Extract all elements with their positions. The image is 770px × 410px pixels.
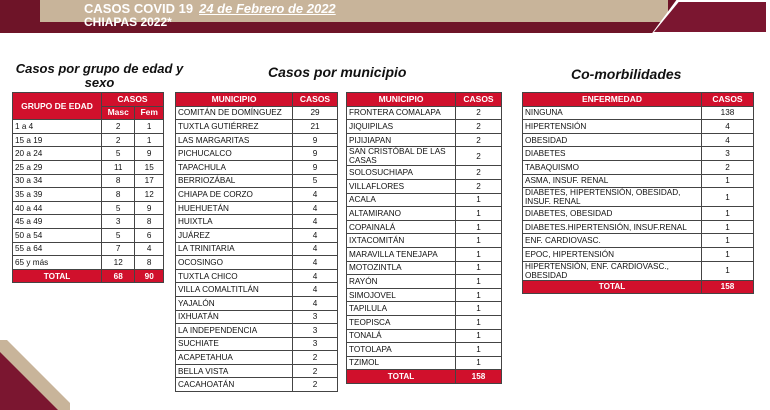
- mun2-row-label: TAPILULA: [347, 302, 456, 316]
- mun1-row-label: TUXTLA GUTIÉRREZ: [176, 120, 293, 134]
- age-total-fem: 90: [135, 269, 164, 283]
- mun2-row-value: 1: [456, 275, 502, 289]
- com-row: [523, 247, 754, 261]
- mun1-row-label: LAS MARGARITAS: [176, 133, 293, 147]
- mun2-row-value: 1: [456, 356, 502, 370]
- mun1-row: [176, 120, 338, 134]
- com-row-label: NINGUNA: [523, 106, 702, 120]
- mun2-row-label: ALTAMIRANO: [347, 207, 456, 221]
- mun1-row-label: TAPACHULA: [176, 160, 293, 174]
- mun1-row-value: 4: [293, 256, 338, 270]
- age-row-label: 40 a 44: [13, 201, 102, 215]
- age-row-value: 3: [102, 215, 135, 229]
- mun2-row: [347, 193, 502, 207]
- mun2-row: [347, 356, 502, 370]
- age-row-value: 12: [102, 256, 135, 270]
- age-row-value: 8: [135, 215, 164, 229]
- age-row: [13, 201, 164, 215]
- com-total-value: 158: [702, 280, 754, 294]
- mun2-row-value: 1: [456, 234, 502, 248]
- mun2-row: [347, 234, 502, 248]
- com-row: [523, 147, 754, 161]
- mun1-row-label: JUÁREZ: [176, 228, 293, 242]
- mun1-row-label: OCOSINGO: [176, 256, 293, 270]
- mun2-row-value: 1: [456, 302, 502, 316]
- com-row-label: EPOC, HIPERTENSIÓN: [523, 247, 702, 261]
- com-row-value: 1: [702, 220, 754, 234]
- mun1-row: [176, 256, 338, 270]
- mun1-row: [176, 160, 338, 174]
- com-row-value: 3: [702, 147, 754, 161]
- mun2-row-value: 1: [456, 288, 502, 302]
- age-total-row: [13, 269, 164, 283]
- banner-date: 24 de Febrero de 2022: [199, 1, 336, 16]
- municipio-section-title: Casos por municipio: [268, 64, 407, 80]
- mun1-row: [176, 147, 338, 161]
- mun1-row-label: BERRIOZÁBAL: [176, 174, 293, 188]
- mun2-row-label: TEOPISCA: [347, 315, 456, 329]
- com-row-label: DIABETES, HIPERTENSIÓN, OBESIDAD, INSUF. RENAL: [523, 188, 702, 207]
- mun1-row-value: 2: [293, 364, 338, 378]
- mun1-row-label: YAJALÓN: [176, 296, 293, 310]
- mun2-row-label: COPAINALÁ: [347, 220, 456, 234]
- age-row-value: 1: [135, 120, 164, 134]
- mun2-row-value: 1: [456, 207, 502, 221]
- mun2-row-label: TONALÁ: [347, 329, 456, 343]
- mun1-row-value: 4: [293, 188, 338, 202]
- age-total-masc: 68: [102, 269, 135, 283]
- age-row-value: 2: [102, 120, 135, 134]
- age-row: [13, 242, 164, 256]
- com-row-value: 1: [702, 247, 754, 261]
- age-row: [13, 174, 164, 188]
- age-row-label: 45 a 49: [13, 215, 102, 229]
- banner-title-text: CASOS COVID 19: [84, 1, 194, 16]
- mun2-header-casos: CASOS: [456, 93, 502, 107]
- mun2-row: [347, 261, 502, 275]
- age-row: [13, 160, 164, 174]
- mun2-row-value: 1: [456, 247, 502, 261]
- mun1-row-label: IXHUATÁN: [176, 310, 293, 324]
- mun1-row: [176, 174, 338, 188]
- mun2-row-value: 1: [456, 193, 502, 207]
- age-row-label: 35 a 39: [13, 188, 102, 202]
- age-row-value: 9: [135, 147, 164, 161]
- mun2-row-value: 2: [456, 166, 502, 180]
- age-header-group: GRUPO DE EDAD: [13, 93, 102, 120]
- mun1-header-casos: CASOS: [293, 93, 338, 107]
- age-row: [13, 133, 164, 147]
- age-row-value: 4: [135, 242, 164, 256]
- age-row-label: 30 a 34: [13, 174, 102, 188]
- age-row-label: 25 a 29: [13, 160, 102, 174]
- mun1-row-value: 29: [293, 106, 338, 120]
- age-row: [13, 147, 164, 161]
- comorb-section-title: Co-morbilidades: [571, 66, 682, 82]
- age-row-value: 15: [135, 160, 164, 174]
- mun2-row-value: 1: [456, 329, 502, 343]
- age-row: [13, 120, 164, 134]
- banner-title: [84, 2, 336, 15]
- mun2-row-label: PIJIJIAPAN: [347, 133, 456, 147]
- mun2-row-value: 2: [456, 106, 502, 120]
- mun2-row-value: 2: [456, 179, 502, 193]
- age-row-value: 2: [102, 133, 135, 147]
- mun1-header-municipio: MUNICIPIO: [176, 93, 293, 107]
- mun1-row-value: 9: [293, 147, 338, 161]
- mun1-row-value: 5: [293, 174, 338, 188]
- mun2-row: [347, 329, 502, 343]
- mun2-row: [347, 315, 502, 329]
- age-row: [13, 188, 164, 202]
- mun1-row-label: CACAHOATÁN: [176, 378, 293, 392]
- com-row-label: DIABETES, OBESIDAD: [523, 207, 702, 221]
- mun2-row: [347, 247, 502, 261]
- mun1-row-value: 4: [293, 296, 338, 310]
- com-row-value: 4: [702, 120, 754, 134]
- mun2-row-value: 2: [456, 133, 502, 147]
- mun2-row: [347, 179, 502, 193]
- com-row-label: OBESIDAD: [523, 133, 702, 147]
- age-row-label: 50 a 54: [13, 228, 102, 242]
- mun1-row-label: BELLA VISTA: [176, 364, 293, 378]
- com-row-value: 138: [702, 106, 754, 120]
- com-row: [523, 188, 754, 207]
- mun2-row: [347, 302, 502, 316]
- mun1-row-label: COMITÁN DE DOMÍNGUEZ: [176, 106, 293, 120]
- age-row-value: 17: [135, 174, 164, 188]
- mun1-row: [176, 296, 338, 310]
- mun1-row: [176, 378, 338, 392]
- age-row: [13, 215, 164, 229]
- mun2-row-value: 1: [456, 343, 502, 357]
- mun1-row-label: CHIAPA DE CORZO: [176, 188, 293, 202]
- com-row-label: DIABETES.HIPERTENSIÓN, INSUF.RENAL: [523, 220, 702, 234]
- com-row-label: ASMA, INSUF. RENAL: [523, 174, 702, 188]
- com-total-row: [523, 280, 754, 294]
- com-header-enfermedad: ENFERMEDAD: [523, 93, 702, 107]
- age-row-value: 8: [135, 256, 164, 270]
- header-banner: [0, 0, 770, 33]
- mun2-row-label: TZIMOL: [347, 356, 456, 370]
- mun2-row-label: MOTOZINTLA: [347, 261, 456, 275]
- com-row-value: 1: [702, 261, 754, 280]
- municipio-table-2: [346, 92, 502, 384]
- mun1-row-value: 4: [293, 201, 338, 215]
- mun2-row-value: 1: [456, 315, 502, 329]
- com-header-casos: CASOS: [702, 93, 754, 107]
- mun1-row-label: HUEHUETÁN: [176, 201, 293, 215]
- mun1-row: [176, 283, 338, 297]
- age-row-label: 65 y más: [13, 256, 102, 270]
- mun1-row-label: SUCHIATE: [176, 337, 293, 351]
- com-row: [523, 133, 754, 147]
- mun1-row-label: HUIXTLA: [176, 215, 293, 229]
- mun1-row-value: 4: [293, 215, 338, 229]
- mun2-row: [347, 288, 502, 302]
- age-row-value: 9: [135, 201, 164, 215]
- municipio-table-1: [175, 92, 338, 392]
- age-row-label: 55 a 64: [13, 242, 102, 256]
- age-header-fem: Fem: [135, 106, 164, 120]
- mun2-row-label: IXTACOMITÁN: [347, 234, 456, 248]
- mun2-row-label: SIMOJOVEL: [347, 288, 456, 302]
- com-row: [523, 220, 754, 234]
- mun2-row-value: 2: [456, 147, 502, 166]
- mun2-row: [347, 220, 502, 234]
- mun2-row-value: 1: [456, 220, 502, 234]
- com-row-value: 1: [702, 207, 754, 221]
- age-row: [13, 228, 164, 242]
- mun1-row-value: 3: [293, 337, 338, 351]
- mun1-row-value: 4: [293, 269, 338, 283]
- mun2-row: [347, 120, 502, 134]
- age-row-label: 1 a 4: [13, 120, 102, 134]
- mun1-row-value: 3: [293, 324, 338, 338]
- mun1-row: [176, 324, 338, 338]
- com-row-value: 1: [702, 188, 754, 207]
- com-row-label: DIABETES: [523, 147, 702, 161]
- mun1-row-label: TUXTLA CHICO: [176, 269, 293, 283]
- mun2-row-label: TOTOLAPA: [347, 343, 456, 357]
- com-total-label: TOTAL: [523, 280, 702, 294]
- mun1-row-value: 3: [293, 310, 338, 324]
- mun1-row: [176, 364, 338, 378]
- com-row: [523, 160, 754, 174]
- age-row-value: 12: [135, 188, 164, 202]
- mun1-row-label: ACAPETAHUA: [176, 351, 293, 365]
- mun2-row: [347, 343, 502, 357]
- mun2-row-label: FRONTERA COMALAPA: [347, 106, 456, 120]
- mun2-row: [347, 147, 502, 166]
- mun1-row-label: VILLA COMALTITLÁN: [176, 283, 293, 297]
- mun1-row: [176, 106, 338, 120]
- mun1-row-value: 2: [293, 351, 338, 365]
- mun2-row: [347, 133, 502, 147]
- mun2-row-label: MARAVILLA TENEJAPA: [347, 247, 456, 261]
- mun2-row-label: JIQUIPILAS: [347, 120, 456, 134]
- age-row-value: 8: [102, 174, 135, 188]
- age-table: [12, 92, 164, 283]
- mun1-row-value: 21: [293, 120, 338, 134]
- com-row-value: 4: [702, 133, 754, 147]
- mun1-row-label: PICHUCALCO: [176, 147, 293, 161]
- com-row: [523, 174, 754, 188]
- age-section-title: Casos por grupo de edad y sexo: [15, 61, 184, 90]
- age-row: [13, 256, 164, 270]
- mun2-row-label: ACALA: [347, 193, 456, 207]
- com-row: [523, 106, 754, 120]
- age-header-casos: CASOS: [102, 93, 164, 107]
- mun1-row: [176, 201, 338, 215]
- age-row-label: 20 a 24: [13, 147, 102, 161]
- mun1-row: [176, 310, 338, 324]
- mun1-row-value: 9: [293, 160, 338, 174]
- mun2-row: [347, 166, 502, 180]
- mun1-row-value: 2: [293, 378, 338, 392]
- age-row-value: 5: [102, 147, 135, 161]
- com-row-value: 2: [702, 160, 754, 174]
- age-row-label: 15 a 19: [13, 133, 102, 147]
- com-row-label: TABAQUISMO: [523, 160, 702, 174]
- mun1-row-value: 4: [293, 242, 338, 256]
- mun2-total-row: [347, 370, 502, 384]
- com-row: [523, 234, 754, 248]
- com-row: [523, 207, 754, 221]
- mun2-header-municipio: MUNICIPIO: [347, 93, 456, 107]
- mun2-row-label: SOLOSUCHIAPA: [347, 166, 456, 180]
- age-row-value: 11: [102, 160, 135, 174]
- mun1-row-value: 4: [293, 228, 338, 242]
- mun2-row-label: RAYÓN: [347, 275, 456, 289]
- age-row-value: 8: [102, 188, 135, 202]
- comorbidities-table: [522, 92, 754, 294]
- com-row-label: HIPERTENSIÓN: [523, 120, 702, 134]
- banner-subtitle: CHIAPAS 2022*: [84, 15, 172, 29]
- mun2-row-label: SAN CRISTÓBAL DE LAS CASAS: [347, 147, 456, 166]
- mun1-row: [176, 133, 338, 147]
- age-row-value: 6: [135, 228, 164, 242]
- age-total-label: TOTAL: [13, 269, 102, 283]
- mun1-row-value: 9: [293, 133, 338, 147]
- mun2-row: [347, 275, 502, 289]
- age-row-value: 7: [102, 242, 135, 256]
- mun2-row: [347, 106, 502, 120]
- mun1-row: [176, 351, 338, 365]
- mun2-total-label: TOTAL: [347, 370, 456, 384]
- mun1-row: [176, 269, 338, 283]
- com-row-label: HIPERTENSIÓN, ENF. CARDIOVASC., OBESIDAD: [523, 261, 702, 280]
- mun2-row: [347, 207, 502, 221]
- age-row-value: 5: [102, 201, 135, 215]
- mun2-row-label: VILLAFLORES: [347, 179, 456, 193]
- mun1-row-label: LA TRINITARIA: [176, 242, 293, 256]
- mun1-row: [176, 242, 338, 256]
- mun2-row-value: 1: [456, 261, 502, 275]
- age-header-masc: Masc: [102, 106, 135, 120]
- age-row-value: 5: [102, 228, 135, 242]
- com-row-value: 1: [702, 234, 754, 248]
- com-row: [523, 261, 754, 280]
- mun1-row: [176, 337, 338, 351]
- mun2-row-value: 2: [456, 120, 502, 134]
- mun1-row: [176, 215, 338, 229]
- mun1-row-value: 4: [293, 283, 338, 297]
- mun1-row: [176, 188, 338, 202]
- com-row-label: ENF. CARDIOVASC.: [523, 234, 702, 248]
- age-row-value: 1: [135, 133, 164, 147]
- mun1-row-label: LA INDEPENDENCIA: [176, 324, 293, 338]
- com-row-value: 1: [702, 174, 754, 188]
- mun2-total-value: 158: [456, 370, 502, 384]
- com-row: [523, 120, 754, 134]
- mun1-row: [176, 228, 338, 242]
- banner-wedge-inner: [654, 2, 766, 32]
